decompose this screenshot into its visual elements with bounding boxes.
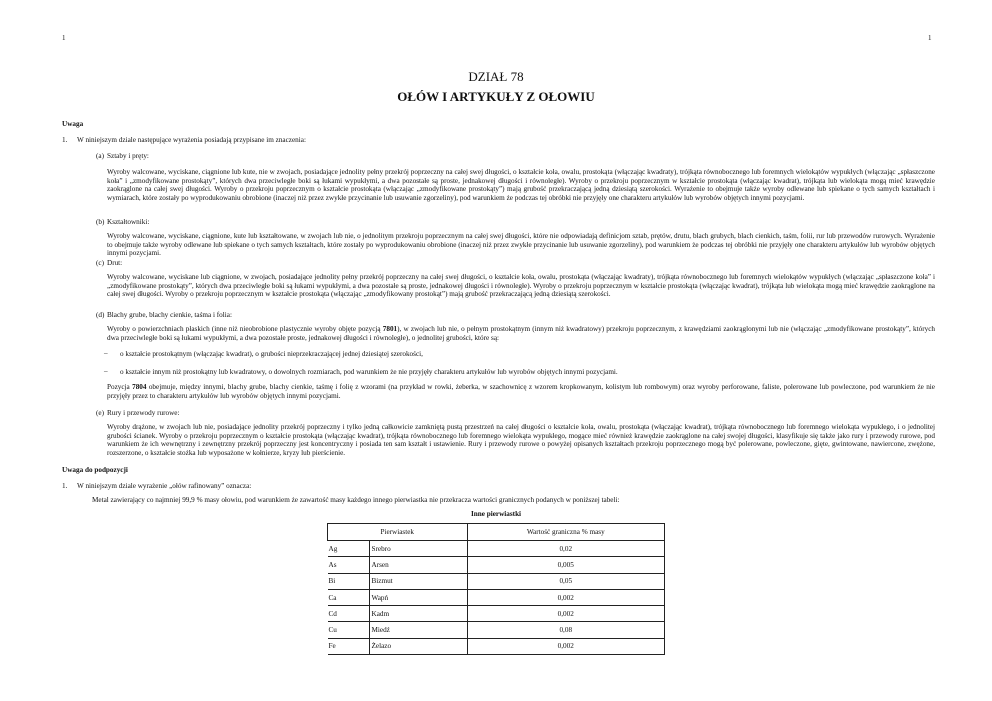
page-number-left: 1 bbox=[62, 34, 66, 42]
element-name-cell: Kadm bbox=[369, 606, 467, 622]
element-name-cell: Miedź bbox=[369, 622, 467, 638]
table-row bbox=[328, 557, 665, 573]
table-row bbox=[328, 541, 665, 557]
limit-value-cell: 0,002 bbox=[467, 606, 665, 622]
table-row bbox=[328, 589, 665, 605]
item-d-title: Blachy grube, blachy cienkie, taśma i folia: bbox=[107, 311, 232, 319]
item-b-text: Wyroby walcowane, wyciskane, ciągnione, kute lub kształtowane, w zwojach lub nie, o jednolitym przekroju poprzecznym na całej swej długości, które nie odpowiadają definicjom sztab, prętów, drutu, blach grubych, blach cienkich, taśm, folii, rur lub przewodów rurowych. Wyrażenie to obejmuje także wyroby odlewane lub spiekane o tych samych kształtach, które zostały po wyprodukowaniu obrobione (inaczej niż przez zwykłe przycinanie lub usuwanie zgorzeliny), pod warunkiem że podczas tej obróbki nie przyjęły one charakteru artykułów lub wyrobów objętych innymi pozycjami. bbox=[107, 232, 935, 258]
dash-bullet: – bbox=[104, 367, 108, 375]
subheading-note-text: Metal zawierający co najmniej 99,9 % masy ołowiu, pod warunkiem że zawartość masy każdego innego pierwiastka nie przekracza wartości granicznych podanych w poniższej tabeli: bbox=[92, 496, 620, 504]
item-e-title: Rury i przewody rurowe: bbox=[107, 409, 180, 417]
limit-value-cell: 0,08 bbox=[467, 622, 665, 638]
dash-bullet: – bbox=[104, 349, 108, 357]
column-header-limit: Wartość graniczna % masy bbox=[467, 524, 665, 541]
item-d-dash-1: o kształcie prostokątnym (włączając kwadrat), o grubości nieprzekraczającej jednej dziesiątej szerokości, bbox=[120, 350, 423, 358]
note-number: 1. bbox=[62, 136, 68, 144]
element-symbol-cell: Ag bbox=[328, 541, 370, 557]
subheading-note-intro: W niniejszym dziale wyrażenie „ołów rafinowany” oznacza: bbox=[77, 482, 252, 490]
item-b-label: (b) bbox=[96, 218, 105, 226]
table-row bbox=[328, 606, 665, 622]
item-c-label: (c) bbox=[96, 259, 104, 267]
item-a-title: Sztaby i pręty: bbox=[107, 152, 149, 160]
item-b-title: Kształtowniki: bbox=[107, 218, 150, 226]
item-a-text: Wyroby walcowane, wyciskane, ciągnione lub kute, nie w zwojach, posiadające jednolity pełny przekrój poprzeczny na całej swej długości, o kształcie koła, owalu, prostokąta (włączając kwadraty), trójkąta równobocznego lub foremnych wielokątów wypukłych (włączając „spłaszczone koła” i „zmodyfikowane prostokąty”, których dwa przeciwległe boki są łukami wypukłymi, a dwa pozostałe są proste, jednakowej długości i równoległe). Wyroby o przekroju poprzecznym w kształcie prostokąta (włączając kwadrat), trójkąta lub wielokąta mogą mieć krawędzie zaokrąglone na całej swej długości. Wyroby o przekroju poprzecznym o kształcie prostokąta (włączając „zmodyfikowane prostokąty”) mają grubość przekraczającą jedną dziesiątą szerokości. Wyrażenie to obejmuje także wyroby odlewane lub spiekane o tych samych kształtach i wymiarach, które zostały po wyprodukowaniu obrobione (inaczej niż przez zwykłe przycinanie lub usuwanie zgorzeliny), pod warunkiem że podczas tej obróbki nie przyjęły one charakteru artykułów lub wyrobów objętych innymi pozycjami. bbox=[107, 168, 935, 202]
item-e-label: (e) bbox=[96, 409, 104, 417]
heading-ref-7804: 7804 bbox=[132, 383, 147, 391]
element-name-cell: Arsen bbox=[369, 557, 467, 573]
element-name-cell: Żelazo bbox=[369, 638, 467, 654]
element-symbol-cell: Bi bbox=[328, 573, 370, 589]
limit-value-cell: 0,02 bbox=[467, 541, 665, 557]
chapter-title: DZIAŁ 78 bbox=[468, 69, 524, 84]
limit-value-cell: 0,002 bbox=[467, 638, 665, 654]
element-symbol-cell: As bbox=[328, 557, 370, 573]
element-name-cell: Bizmut bbox=[369, 573, 467, 589]
limit-value-cell: 0,002 bbox=[467, 589, 665, 605]
table-row bbox=[328, 573, 665, 589]
element-name-cell: Srebro bbox=[369, 541, 467, 557]
elements-table bbox=[327, 523, 665, 655]
item-d-paragraph-2: Pozycja 7804 obejmuje, między innymi, blachy grube, blachy cienkie, taśmę i folię z wzorami (na przykład w rowki, żeberka, w szachownicę z wzorem kropkowanym, kolistym lub rombowym) oraz wyroby perforowane, faliste, polerowane lub powleczone, pod warunkiem że nie przyjęły przez to charakteru artykułów lub wyrobów objętych innymi pozycjami. bbox=[107, 383, 935, 400]
item-d-label: (d) bbox=[96, 311, 105, 319]
table-row bbox=[328, 622, 665, 638]
page-number-right: 1 bbox=[928, 34, 932, 42]
table-title: Inne pierwiastki bbox=[470, 510, 522, 518]
uwaga-heading: Uwaga bbox=[62, 120, 84, 128]
subheading-note-number: 1. bbox=[62, 482, 68, 490]
column-header-element: Pierwiastek bbox=[328, 524, 468, 541]
chapter-subtitle: OŁÓW I ARTYKUŁY Z OŁOWIU bbox=[397, 89, 595, 104]
element-symbol-cell: Fe bbox=[328, 638, 370, 654]
heading-ref-7801: 7801 bbox=[382, 325, 398, 333]
element-symbol-cell: Cu bbox=[328, 622, 370, 638]
element-name-cell: Wapń bbox=[369, 589, 467, 605]
item-a-label: (a) bbox=[96, 152, 104, 160]
element-symbol-cell: Ca bbox=[328, 589, 370, 605]
table-row bbox=[328, 638, 665, 654]
item-c-title: Drut: bbox=[107, 259, 123, 267]
limit-value-cell: 0,005 bbox=[467, 557, 665, 573]
note-intro: W niniejszym dziale następujące wyrażenia posiadają przypisane im znaczenia: bbox=[77, 136, 306, 144]
element-symbol-cell: Cd bbox=[328, 606, 370, 622]
subheading-note-heading: Uwaga do podpozycji bbox=[62, 466, 128, 474]
limit-value-cell: 0,05 bbox=[467, 573, 665, 589]
item-d-dash-2: o kształcie innym niż prostokątny lub kwadratowy, o dowolnych rozmiarach, pod warunkiem że nie przyjęły charakteru artykułów lub wyrobów objętych innymi pozycjami. bbox=[120, 368, 618, 376]
item-e-text: Wyroby drążone, w zwojach lub nie, posiadające jednolity przekrój poprzeczny i tylko jedną całkowicie zamkniętą pustą przestrzeń na całej długości o kształcie koła, owalu, prostokąta (włączając kwadrat), trójkąta równobocznego lub foremnego wielokąta wypukłego, i o jednolitej grubości ścianek. Wyroby o przekroju poprzecznym o kształcie prostokąta (włączając kwadrat), trójkąta równobocznego lub foremnego wielokąta wypukłego, mogące mieć również krawędzie zaokrąglone na całej swojej długości, klasyfikuje się także jako rury i przewody rurowe, pod warunkiem że ich wewnętrzny i zewnętrzny przekrój poprzeczny jest koncentryczny i posiada ten sam kształt i ustawienie. Rury i przewody rurowe o powyżej opisanych kształtach przekroju poprzecznego mogą być polerowane, powleczone, gięte, gwintowane, nawiercone, zwężone, rozszerzone, o kształcie stożka lub wyposażone w kołnierze, kryzy lub pierścienie. bbox=[107, 423, 935, 457]
item-c-text: Wyroby walcowane, wyciskane lub ciągnione, w zwojach, posiadające jednolity pełny przekrój poprzeczny na całej swej długości, o kształcie koła, owalu, prostokąta (włączając kwadraty), trójkąta równobocznego lub foremnych wielokątów wypukłych (włączając „spłaszczone koła” i „zmodyfikowane prostokąty”, których dwa przeciwległe boki są łukami wypukłymi, a dwa pozostałe są proste, jednakowej długości i równoległe). Wyroby o przekroju poprzecznym w kształcie prostokąta (włączając kwadrat), trójkąta lub wielokąta mogą mieć krawędzie zaokrąglone na całej swej długości. Wyroby o przekroju poprzecznym w kształcie prostokąta (włączając „zmodyfikowany prostokąt”) mają grubość przekraczającą jedną dziesiątą szerokości. bbox=[107, 273, 935, 299]
item-d-text: Wyroby o powierzchniach płaskich (inne niż nieobrobione plastycznie wyroby objęte pozycją 7801), w zwojach lub nie, o pełnym prostokątnym (innym niż kwadratowy) przekroju poprzecznym, z krawędziami zaokrąglonymi lub nie (włączając „zmodyfikowane prostokąty”, których dwa przeciwległe boki są łukami wypukłymi, a dwa pozostałe proste, jednakowej długości i równoległe), o jednolitej grubości, które są: bbox=[107, 325, 935, 342]
